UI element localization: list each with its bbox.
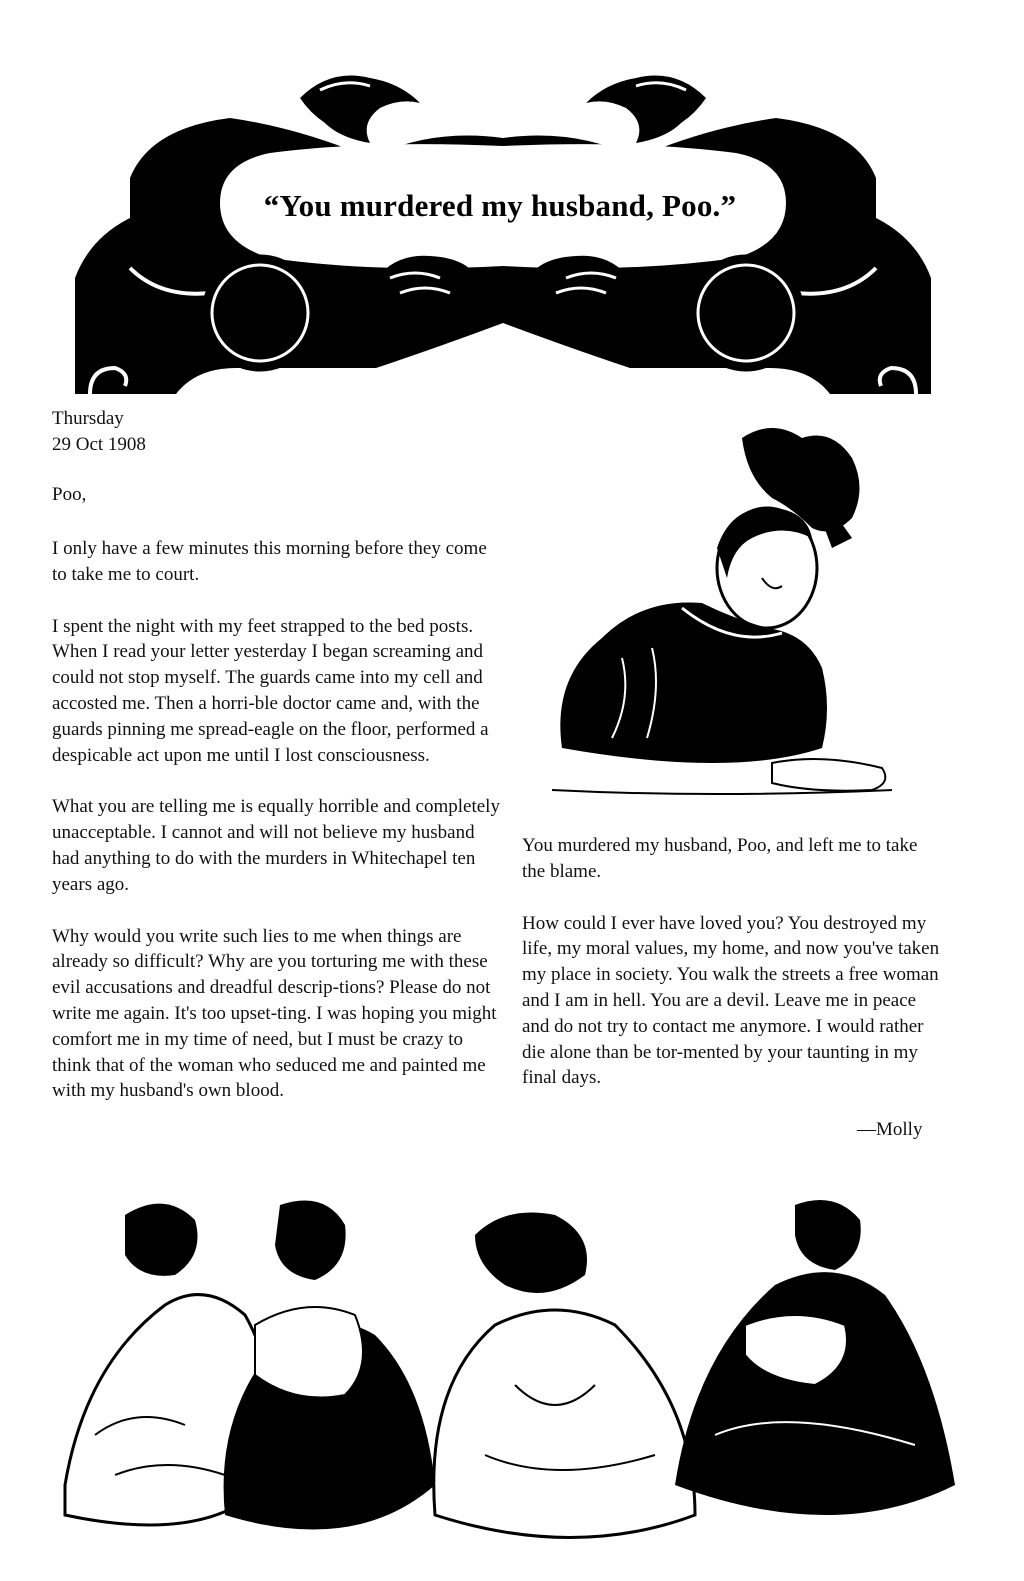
paragraph: I only have a few minutes this morning before they come to take me to court. — [52, 538, 487, 585]
letter-day: Thursday — [52, 408, 124, 429]
paragraph: How could I ever have loved you? You destroyed my life, my moral values, my home, and now you've taken my place in society. You walk the streets a free woman and I am in hell. You are a devil. Leave me in peace and do not try to contact me anymore. I would rather die alone than be tor-mented by your taunting in my final days. — [522, 912, 940, 1089]
page-title: “You murdered my husband, Poo.” — [263, 188, 737, 223]
art-nouveau-frame-illustration — [70, 68, 936, 394]
letter-right-column — [522, 833, 940, 1117]
letter-left-column — [52, 536, 504, 1130]
letter-greeting: Poo, — [52, 484, 87, 505]
paragraph: What you are telling me is equally horrible and completely unacceptable. I cannot and will not believe my husband had anything to do with the murders in Whitechapel ten years ago. — [52, 796, 500, 895]
paragraph: I spent the night with my feet strapped to the bed posts. When I read your letter yesterday I began screaming and could not stop myself. The guards came into my cell and accosted me. Then a horri-ble doctor came and, with the guards pinning me spread-eagle on the floor, performed a despicable act upon me until I lost consciousness. — [52, 615, 489, 766]
letter-signature: —Molly — [857, 1119, 923, 1140]
woman-portrait-illustration — [532, 418, 900, 800]
four-women-illustration — [55, 1185, 970, 1560]
paragraph: Why would you write such lies to me when things are already so difficult? Why are you torturing me with these evil accusations and dreadful descrip-tions? Please do not write me again. It's too upset-ting. I was hoping you might comfort me in my time of need, but I must be crazy to think that of the woman who seduced me and painted me with my husband's own blood. — [52, 925, 497, 1102]
paragraph: You murdered my husband, Poo, and left me to take the blame. — [522, 835, 918, 882]
letter-dateline — [52, 406, 146, 458]
ornamental-header — [70, 68, 936, 394]
letter-date: 29 Oct 1908 — [52, 433, 146, 455]
